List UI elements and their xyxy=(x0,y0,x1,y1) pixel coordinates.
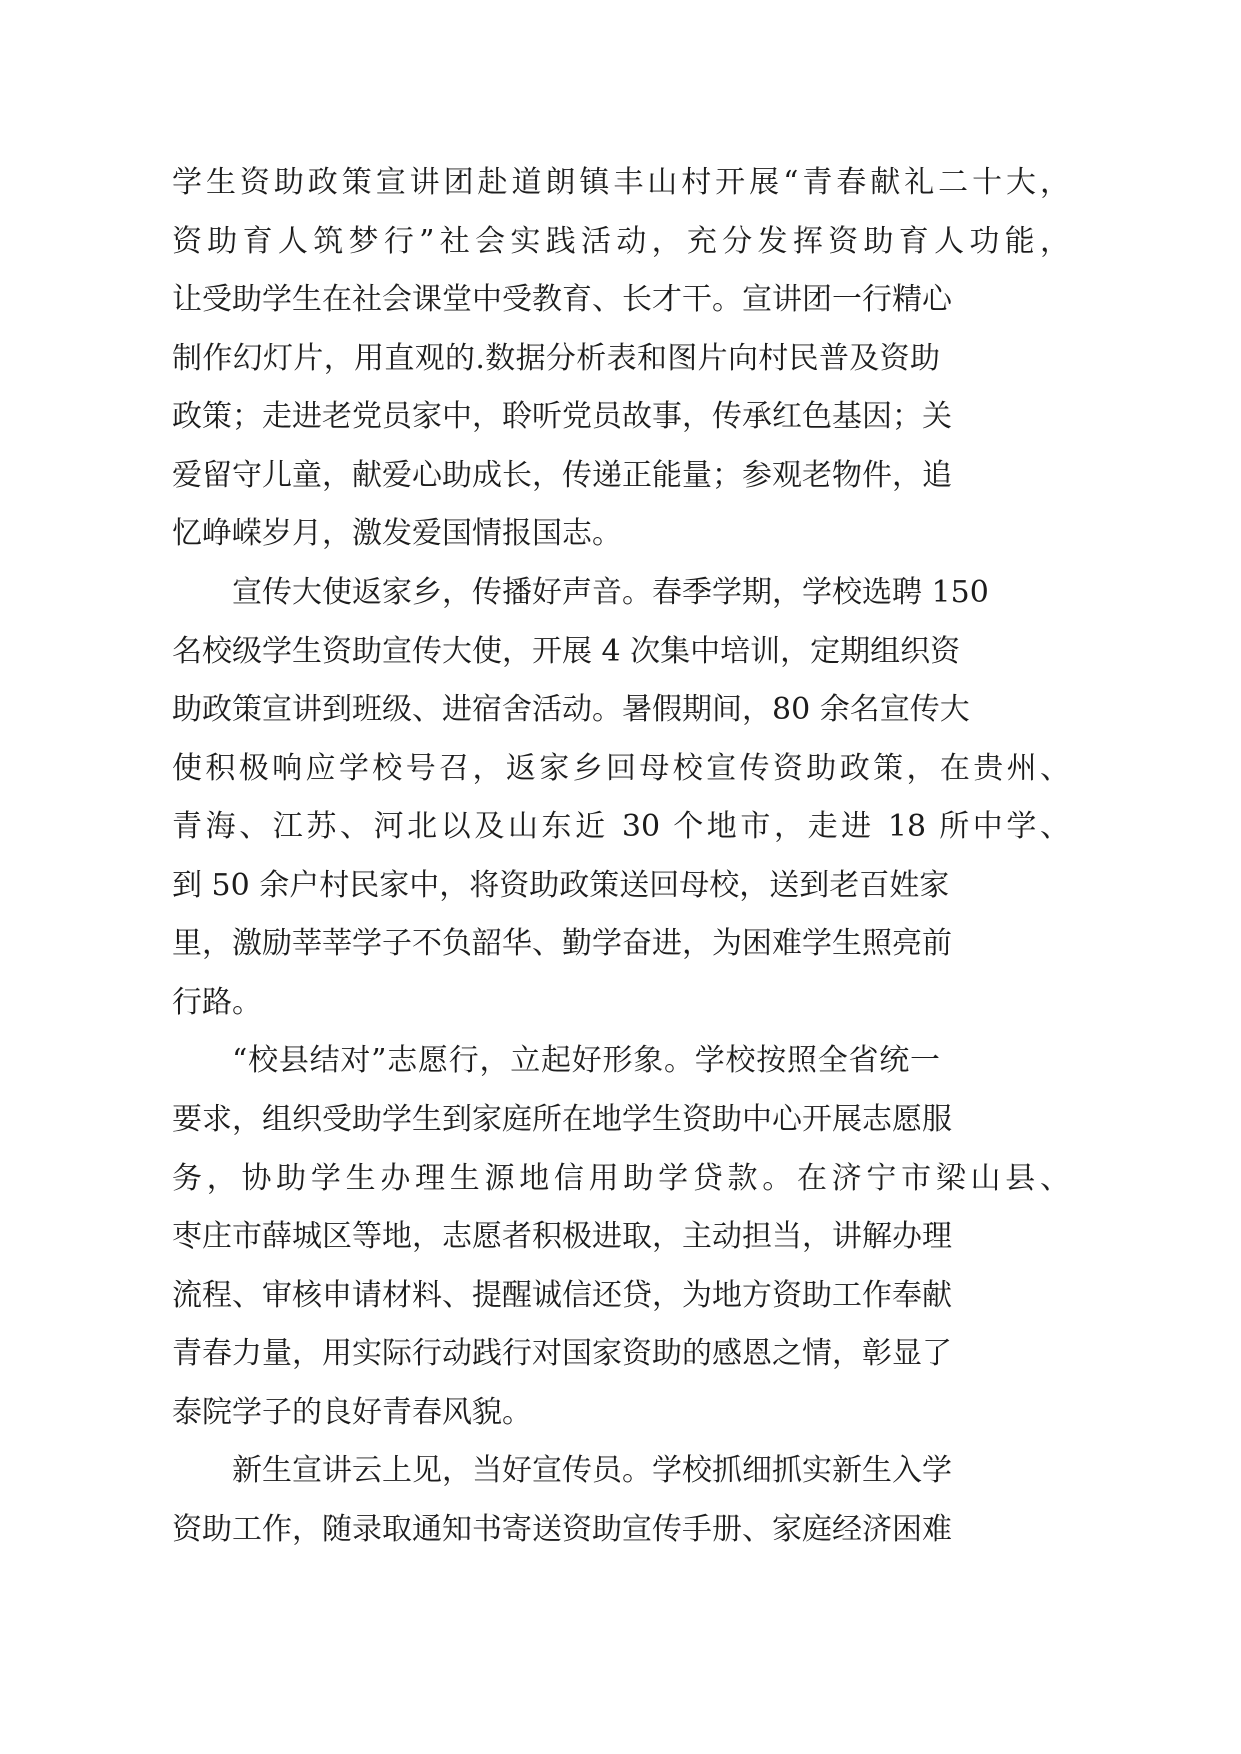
text-line: 青海、江苏、河北以及山东近 30 个地市，走进 18 所中学、 xyxy=(172,809,1070,845)
document-body xyxy=(172,154,1072,1560)
paragraph-3 xyxy=(172,1032,1072,1442)
text-line: 爱留守儿童，献爱心助成长，传递正能量；参观老物件，追 xyxy=(172,457,952,493)
text-line: 宣传大使返家乡，传播好声音。春季学期，学校选聘 150 xyxy=(232,574,989,610)
text-line: 资助育人筑梦行”社会实践活动，充分发挥资助育人功能， xyxy=(172,223,1070,259)
text-line: “校县结对”志愿行，立起好形象。学校按照全省统一 xyxy=(232,1043,940,1079)
text-line: 流程、审核申请材料、提醒诚信还贷，为地方资助工作奉献 xyxy=(172,1277,952,1313)
text-line: 务，协助学生办理生源地信用助学贷款。在济宁市梁山县、 xyxy=(172,1160,1070,1196)
text-line: 青春力量，用实际行动践行对国家资助的感恩之情，彰显了 xyxy=(172,1336,952,1372)
text-line: 里，激励莘莘学子不负韶华、勤学奋进，为困难学生照亮前 xyxy=(172,926,952,962)
text-line: 要求，组织受助学生到家庭所在地学生资助中心开展志愿服 xyxy=(172,1102,952,1137)
text-line: 使积极响应学校号召，返家乡回母校宣传资助政策，在贵州、 xyxy=(172,750,1070,786)
text-line: 到 50 余户村民家中，将资助政策送回母校，送到老百姓家 xyxy=(172,867,950,903)
text-line: 制作幻灯片，用直观的.数据分析表和图片向村民普及资助 xyxy=(172,340,940,376)
text-line: 政策；走进老党员家中，聆听党员故事，传承红色基因；关 xyxy=(172,399,952,435)
paragraph-4 xyxy=(172,1442,1072,1559)
text-line: 名校级学生资助宣传大使，开展 4 次集中培训，定期组织资 xyxy=(172,633,961,669)
text-line: 枣庄市薛城区等地，志愿者积极进取，主动担当，讲解办理 xyxy=(172,1219,952,1255)
text-line: 泰院学子的良好青春风貌。 xyxy=(172,1394,532,1430)
text-line: 让受助学生在社会课堂中受教育、长才干。宣讲团一行精心 xyxy=(172,282,952,318)
text-line: 新生宣讲云上见，当好宣传员。学校抓细抓实新生入学 xyxy=(232,1453,952,1489)
text-line: 资助工作，随录取通知书寄送资助宣传手册、家庭经济困难 xyxy=(172,1511,952,1547)
text-line: 忆峥嵘岁月，激发爱国情报国志。 xyxy=(172,516,622,552)
paragraph-2 xyxy=(172,564,1072,1033)
text-line: 助政策宣讲到班级、进宿舍活动。暑假期间，80 余名宣传大 xyxy=(172,692,970,728)
text-line: 学生资助政策宣讲团赴道朗镇丰山村开展“青春献礼二十大， xyxy=(172,165,1070,200)
text-line: 行路。 xyxy=(172,984,262,1020)
paragraph-1 xyxy=(172,154,1072,564)
